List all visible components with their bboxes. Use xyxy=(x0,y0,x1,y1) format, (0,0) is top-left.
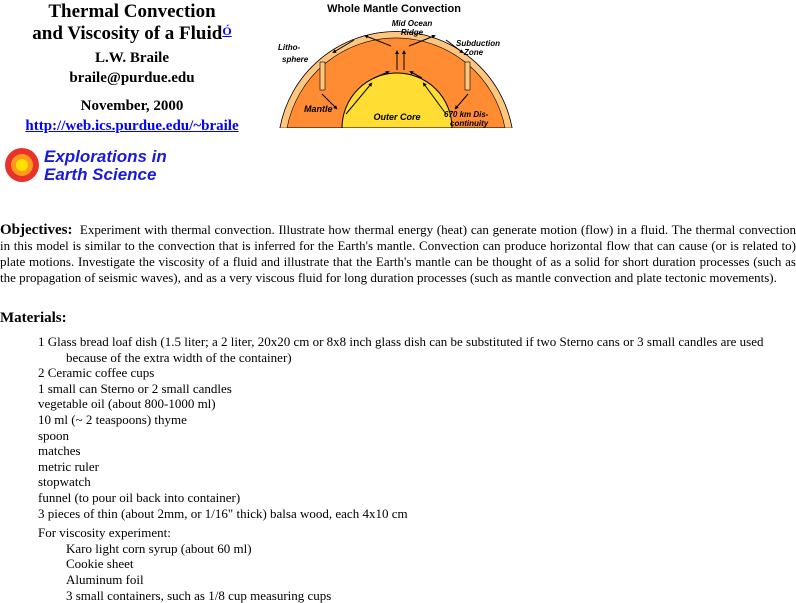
objectives-label: Objectives: xyxy=(0,222,72,238)
list-item: 1 Glass bread loaf dish (1.5 liter; a 2 liter, 20x20 cm or 8x8 inch glass dish can be substituted if two Sterno cans or 3 small candles are used because of the extra width of the container) xyxy=(38,334,796,365)
author-name: L.W. Braile xyxy=(0,48,264,68)
materials-list xyxy=(38,334,796,603)
viscosity-heading: For viscosity experiment: xyxy=(38,525,796,541)
list-item: spoon xyxy=(38,428,796,444)
label-litho-2: sphere xyxy=(282,55,309,64)
logo-line-2: Earth Science xyxy=(44,166,167,184)
author-homepage-link[interactable]: http://web.ics.purdue.edu/~braile xyxy=(0,116,264,136)
objectives-text: Experiment with thermal convection. Illustrate how thermal energy (heat) can generate motion (flow) in a fluid. The thermal convection in this model is similar to the convection that is inferred for the Earth's mantle. Convection can produce horizontal flow that can cause (or is related to) plate motions. Investigate the viscosity of a fluid and illustrate that the Earth's mantle can be thought of as a solid for short duration processes (such as the propagation of seismic waves), and as a very viscous fluid for long duration processes (such as mantle convection and plate tectonic movements). xyxy=(0,222,796,285)
objectives-paragraph xyxy=(0,222,796,286)
label-ridge-1: Mid Ocean xyxy=(392,19,433,28)
publication-date: November, 2000 xyxy=(0,96,264,116)
header xyxy=(0,0,264,136)
viscosity-materials xyxy=(38,525,796,603)
logo-line-1: Explorations in xyxy=(44,148,167,166)
materials-heading: Materials: xyxy=(0,310,67,327)
list-item: 1 small can Sterno or 2 small candles xyxy=(38,381,796,397)
list-item: funnel (to pour oil back into container) xyxy=(38,490,796,506)
list-item: stopwatch xyxy=(38,474,796,490)
list-item: metric ruler xyxy=(38,459,796,475)
list-item: Karo light corn syrup (about 60 ml) xyxy=(38,541,796,557)
label-discontinuity-2: continuity xyxy=(450,119,489,128)
list-item: 2 Ceramic coffee cups xyxy=(38,365,796,381)
title-line-2-text: and Viscosity of a Fluid xyxy=(32,23,222,44)
list-item: 3 small containers, such as 1/8 cup measuring cups xyxy=(38,588,796,603)
label-ridge-2: Ridge xyxy=(401,28,424,37)
list-item: 3 pieces of thin (about 2mm, or 1/16" thick) balsa wood, each 4x10 cm xyxy=(38,506,796,522)
label-subduction-1: Subduction xyxy=(456,39,500,48)
copyright-mark-link[interactable]: Ó xyxy=(222,24,231,38)
page-title xyxy=(0,1,264,45)
title-line-1: Thermal Convection xyxy=(0,1,264,23)
earth-logo-icon xyxy=(4,146,40,184)
label-outer-core: Outer Core xyxy=(373,112,420,122)
label-mantle: Mantle xyxy=(304,104,333,114)
figure-title: Whole Mantle Convection xyxy=(327,3,461,15)
list-item: Aluminum foil xyxy=(38,572,796,588)
mantle-convection-figure xyxy=(276,0,516,128)
label-litho-1: Litho- xyxy=(278,43,301,52)
label-discontinuity-1: 670 km Dis- xyxy=(444,110,489,119)
list-item: 10 ml (~ 2 teaspoons) thyme xyxy=(38,412,796,428)
author-email: braile@purdue.edu xyxy=(0,68,264,88)
left-slab xyxy=(320,62,325,90)
list-item: Cookie sheet xyxy=(38,556,796,572)
right-slab xyxy=(465,62,470,90)
list-item: matches xyxy=(38,443,796,459)
title-line-2 xyxy=(0,23,264,45)
logo-text xyxy=(44,148,167,184)
explorations-logo xyxy=(4,144,174,186)
label-subduction-2: Zone xyxy=(463,48,484,57)
list-item: vegetable oil (about 800-1000 ml) xyxy=(38,396,796,412)
